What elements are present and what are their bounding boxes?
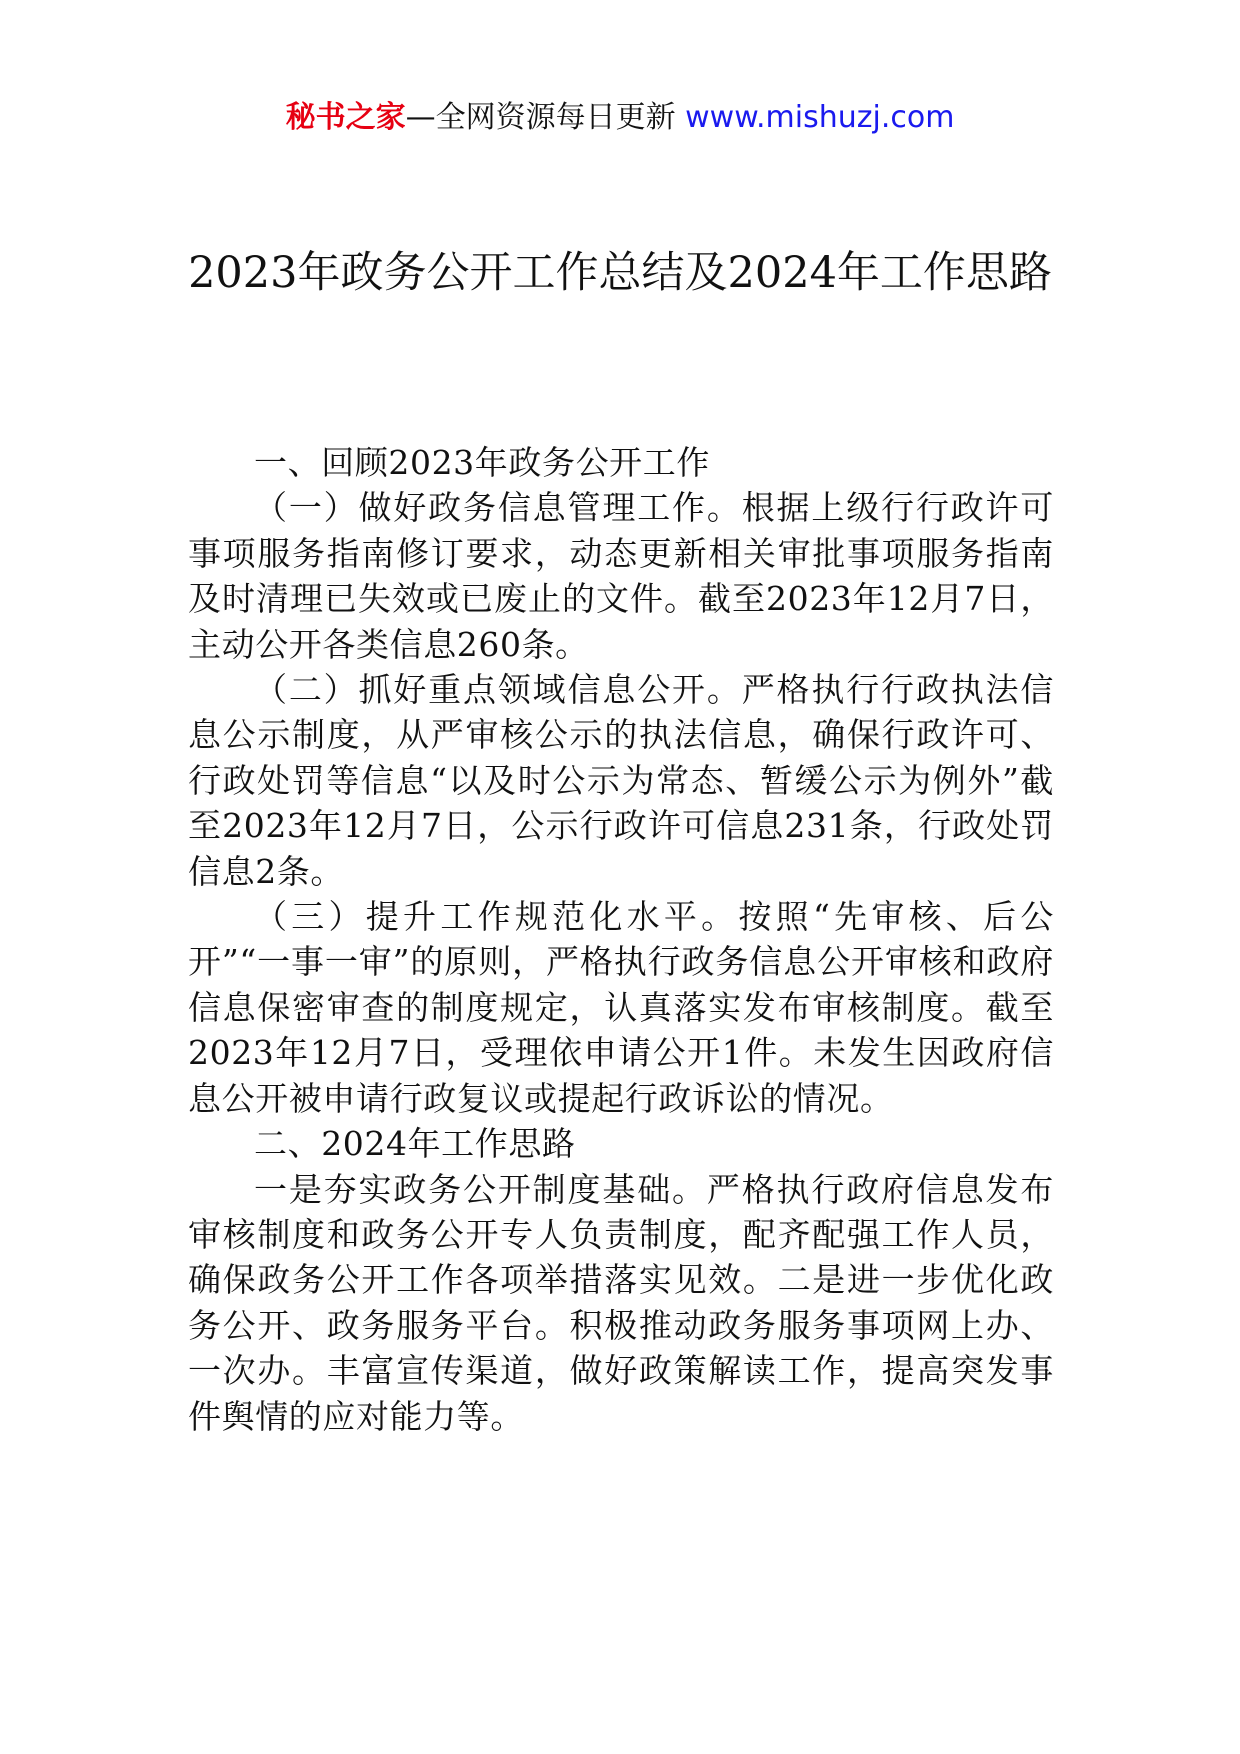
paragraph-standardization: （三）提升工作规范化水平。按照“先审核、后公开”“一事一审”的原则，严格执行政务信息公开审核和政府信息保密审查的制度规定，认真落实发布审核制度。截至2023年12月7日，受理依申请公开1件。未发生因政府信息公开被申请行政复议或提起行政诉讼的情况。 (188, 897, 1054, 1118)
section-heading-review: 一、回顾2023年政务公开工作 (254, 443, 710, 482)
paragraph-info-management: （一）做好政务信息管理工作。根据上级行行政许可事项服务指南修订要求，动态更新相关审批事项服务指南及时清理已失效或已废止的文件。截至2023年12月7日，主动公开各类信息260条。 (188, 488, 1054, 664)
paragraph-plan-details: 一是夯实政务公开制度基础。严格执行政府信息发布审核制度和政务公开专人负责制度，配齐配强工作人员，确保政务公开工作各项举措落实见效。二是进一步优化政务公开、政务服务平台。积极推动政务服务事项网上办、一次办。丰富宣传渠道，做好政策解读工作，提高突发事件舆情的应对能力等。 (188, 1169, 1054, 1436)
site-url-link[interactable]: www.mishuzj.com (685, 100, 955, 135)
document-title: 2023年政务公开工作总结及2024年工作思路 (188, 248, 1052, 298)
document-body (188, 440, 1054, 1439)
site-brand: 秘书之家 (285, 100, 406, 135)
site-header (0, 98, 1240, 138)
section-heading-plan: 二、2024年工作思路 (254, 1124, 576, 1164)
paragraph-key-areas: （二）抓好重点领域信息公开。严格执行行政执法信息公示制度，从严审核公示的执法信息，确保行政许可、行政处罚等信息“以及时公示为常态、暂缓公示为例外”截至2023年12月7日，公示行政许可信息231条，行政处罚信息2条。 (188, 670, 1054, 891)
site-tagline: —全网资源每日更新 (405, 100, 676, 135)
